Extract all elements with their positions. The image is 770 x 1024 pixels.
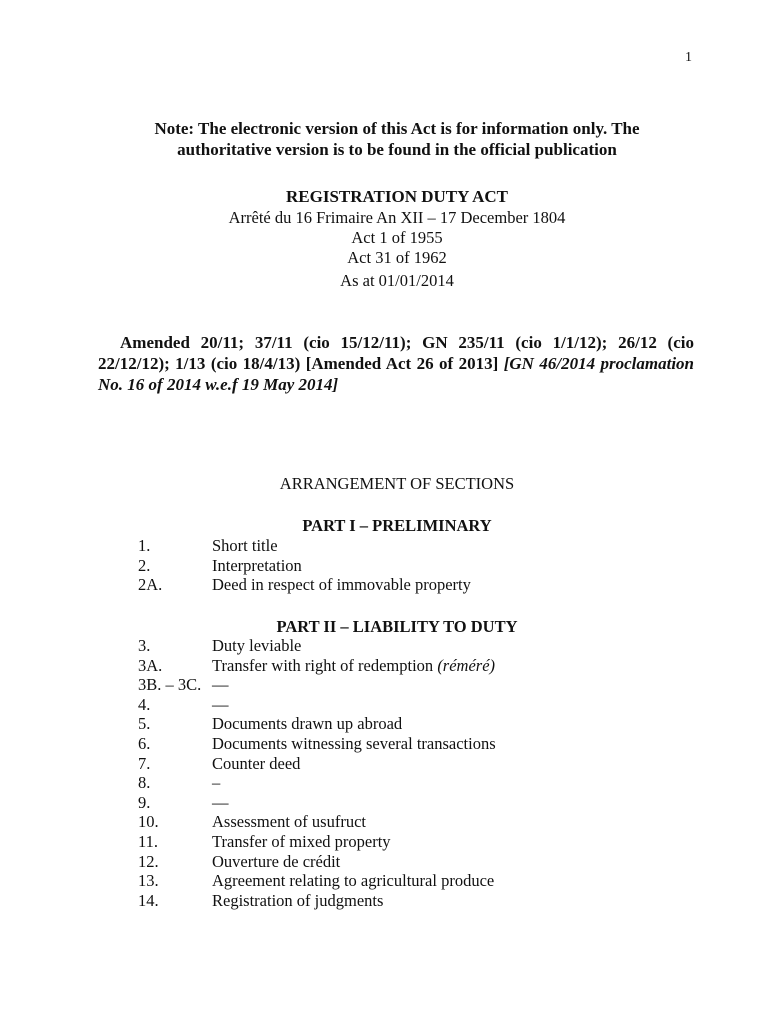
act-title: REGISTRATION DUTY ACT <box>286 187 508 206</box>
disclaimer-note <box>100 118 694 160</box>
section-title <box>212 832 658 852</box>
section-entry <box>138 675 658 695</box>
section-entry <box>138 832 658 852</box>
section-entry <box>138 734 658 754</box>
section-title-text: Counter deed <box>212 753 301 773</box>
page-number: 1 <box>685 50 692 65</box>
arrangement-heading: ARRANGEMENT OF SECTIONS <box>279 474 515 493</box>
as-at-date: As at 01/01/2014 <box>340 271 454 290</box>
section-number: 1. <box>138 536 151 555</box>
part-2-heading: PART II – LIABILITY TO DUTY <box>276 617 518 636</box>
disclaimer-line-1: Note: The electronic version of this Act is for information only. The <box>154 119 640 138</box>
section-number: 4. <box>138 694 151 714</box>
section-title-text: Transfer of mixed property <box>212 831 391 851</box>
section-entry <box>138 575 658 595</box>
amendment-paragraph <box>98 332 694 395</box>
section-entry <box>138 556 658 576</box>
section-title <box>212 556 658 576</box>
section-number: 2A. <box>138 575 163 595</box>
section-title <box>212 714 658 734</box>
section-title <box>212 773 658 793</box>
act-subline-3: Act 31 of 1962 <box>347 248 447 267</box>
section-entry <box>138 714 658 734</box>
section-number: 8. <box>138 773 151 793</box>
section-title-text: — <box>212 694 229 714</box>
section-title <box>212 734 658 754</box>
section-title <box>212 754 658 774</box>
section-entry <box>138 891 658 911</box>
section-title-text: Ouverture de crédit <box>212 851 341 871</box>
section-entry <box>138 871 658 891</box>
section-entry <box>138 773 658 793</box>
section-title-text: Short title <box>212 536 278 555</box>
act-title-block <box>100 186 694 292</box>
section-entry <box>138 793 658 813</box>
section-title <box>212 675 658 695</box>
section-number: 7. <box>138 753 151 773</box>
part-1-section-list <box>138 536 658 595</box>
section-entry <box>138 695 658 715</box>
section-title-text: — <box>212 792 229 812</box>
section-number: 3A. <box>138 655 163 675</box>
section-title-text: Agreement relating to agricultural produce <box>212 871 495 891</box>
section-number: 5. <box>138 714 151 734</box>
disclaimer-line-2: authoritative version is to be found in the official publication <box>177 140 617 159</box>
section-number: 3. <box>138 636 151 655</box>
section-entry <box>138 812 658 832</box>
section-title-text: – <box>212 773 221 793</box>
section-number: 11. <box>138 831 159 851</box>
amendment-italic: [GN 46/2014 proclamation No. 16 of 2014 w.e.f 19 May 2014] <box>98 354 695 394</box>
section-entry <box>138 754 658 774</box>
section-number: 13. <box>138 871 159 891</box>
section-title <box>212 575 658 595</box>
section-title-italic: (réméré) <box>437 655 496 675</box>
section-title-text: Documents witnessing several transactions <box>212 733 496 753</box>
act-subline-1: Arrêté du 16 Frimaire An XII – 17 December 1804 <box>228 208 566 227</box>
section-title-text: — <box>212 675 229 695</box>
section-entry <box>138 852 658 872</box>
section-number: 6. <box>138 733 151 753</box>
section-number: 2. <box>138 555 151 575</box>
amendment-text: Amended 20/11; 37/11 (cio 15/12/11); GN 235/11 (cio 1/1/12); 26/12 (cio 22/12/12); 1/13 (cio 18/4/13) [Amended Act 26 of 2013] <box>98 333 694 373</box>
part-1-heading: PART I – PRELIMINARY <box>302 516 492 535</box>
act-subline-2: Act 1 of 1955 <box>351 228 443 247</box>
section-title-text: Deed in respect of immovable property <box>212 575 471 595</box>
section-entry <box>138 536 658 556</box>
section-number: 10. <box>138 812 159 832</box>
section-title-text: Documents drawn up abroad <box>212 714 403 734</box>
section-entry <box>138 656 658 676</box>
section-number: 9. <box>138 792 151 812</box>
section-title-text: Interpretation <box>212 555 302 575</box>
section-title-text: Assessment of usufruct <box>212 812 366 832</box>
section-title <box>212 871 658 891</box>
section-title <box>212 852 658 872</box>
section-title <box>212 812 658 832</box>
section-number: 14. <box>138 890 159 910</box>
section-title <box>212 695 658 715</box>
section-number: 12. <box>138 851 159 871</box>
section-title <box>212 536 658 556</box>
section-title <box>212 636 658 656</box>
section-title <box>212 891 658 911</box>
section-title-text: Transfer with right of redemption <box>212 655 438 675</box>
section-entry <box>138 636 658 656</box>
section-title-text: Registration of judgments <box>212 890 384 910</box>
section-title-text: Duty leviable <box>212 636 302 655</box>
section-title <box>212 793 658 813</box>
section-title <box>212 656 658 676</box>
part-2-section-list <box>138 636 658 910</box>
section-number: 3B. – 3C. <box>138 675 202 695</box>
